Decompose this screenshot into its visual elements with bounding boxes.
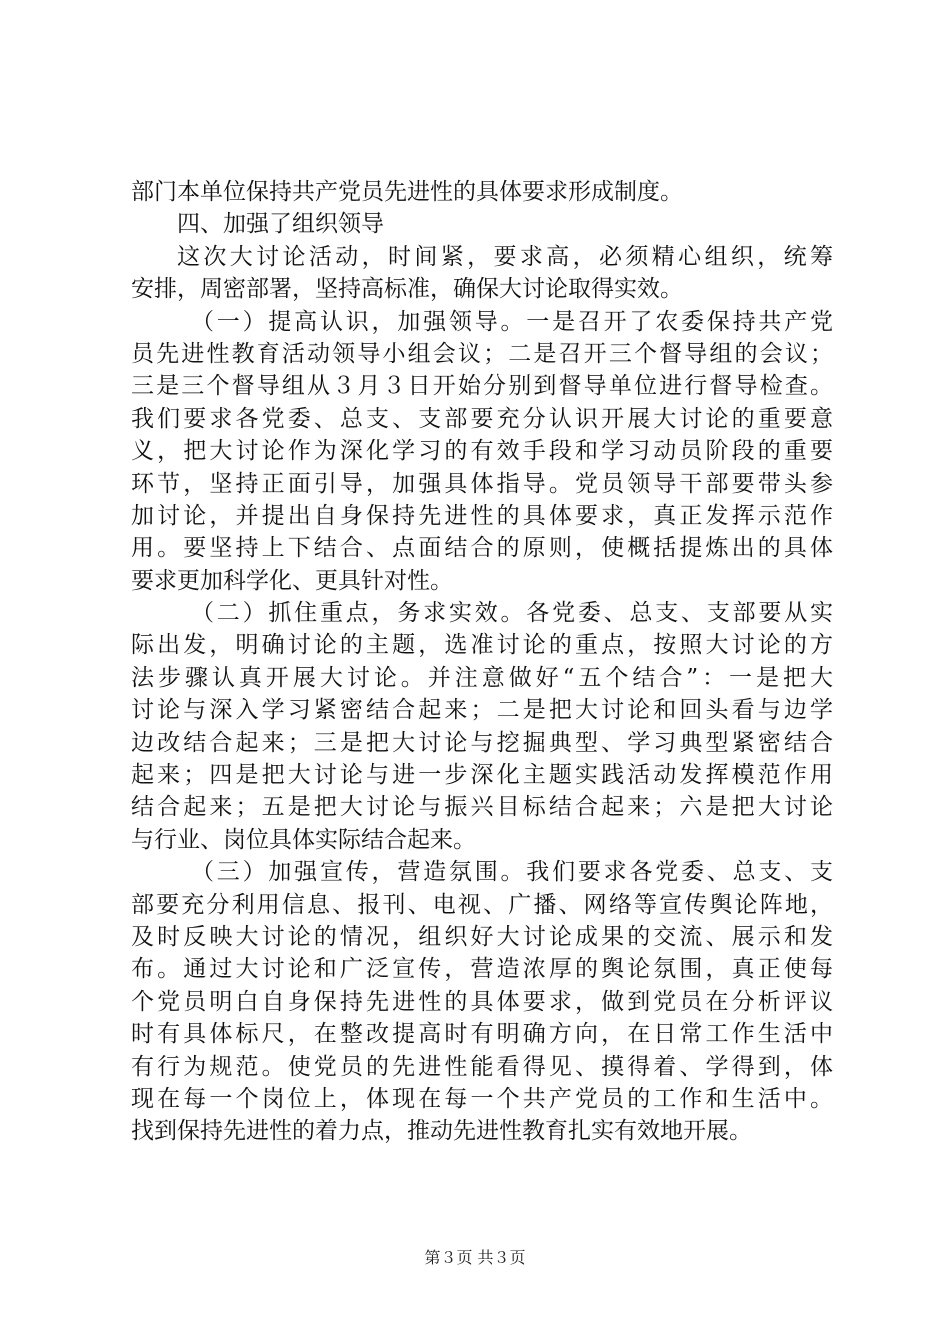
paragraph-line: 加讨论，并提出自身保持先进性的具体要求，真正发挥示范作 [131,502,833,529]
paragraph-line: 环节，坚持正面引导，加强具体指导。党员领导干部要带头参 [131,470,833,497]
document-body [131,176,833,1148]
paragraph-line: （三）加强宣传，营造氛围。我们要求各党委、总支、支 [191,859,833,886]
paragraph-line: 时有具体标尺，在整改提高时有明确方向，在日常工作生活中 [131,1021,833,1048]
paragraph-line: 部要充分利用信息、报刊、电视、广播、网络等宣传舆论阵地， [131,891,833,918]
section-heading: 四、加强了组织领导 [177,211,384,238]
paragraph-line: 起来；四是把大讨论与进一步深化主题实践活动发挥模范作用 [131,762,833,789]
paragraph-line: 这次大讨论活动，时间紧，要求高，必须精心组织，统筹 [177,243,833,270]
paragraph-line: 部门本单位保持共产党员先进性的具体要求形成制度。 [131,179,683,205]
paragraph-line: 员先进性教育活动领导小组会议；二是召开三个督导组的会议； [131,340,833,367]
paragraph-line: 三是三个督导组从３月３日开始分别到督导单位进行督导检查。 [131,373,833,400]
paragraph-line: 我们要求各党委、总支、支部要充分认识开展大讨论的重要意 [131,405,833,432]
paragraph-line: 际出发，明确讨论的主题，选准讨论的重点，按照大讨论的方 [131,632,833,659]
paragraph-line: 及时反映大讨论的情况，组织好大讨论成果的交流、展示和发 [131,923,833,950]
paragraph-line: （一）提高认识，加强领导。一是召开了农委保持共产党 [191,308,833,335]
paragraph-line: 个党员明白自身保持先进性的具体要求，做到党员在分析评议 [131,988,833,1015]
paragraph-line: 讨论与深入学习紧密结合起来；二是把大讨论和回头看与边学 [131,697,833,724]
paragraph-line: 安排，周密部署，坚持高标准，确保大讨论取得实效。 [131,276,683,303]
paragraph-line: 要求更加科学化、更具针对性。 [131,567,453,594]
paragraph-line: 边改结合起来；三是把大讨论与挖掘典型、学习典型紧密结合 [131,729,833,756]
paragraph-line: 用。要坚持上下结合、点面结合的原则，使概括提炼出的具体 [131,535,833,562]
paragraph-line: 结合起来；五是把大讨论与振兴目标结合起来；六是把大讨论 [131,794,833,821]
paragraph-line: 义，把大讨论作为深化学习的有效手段和学习动员阶段的重要 [131,438,833,465]
paragraph-line: （二）抓住重点，务求实效。各党委、总支、支部要从实 [191,600,833,627]
paragraph-line: 布。通过大讨论和广泛宣传，营造浓厚的舆论氛围，真正使每 [131,956,833,983]
paragraph-line: 找到保持先进性的着力点，推动先进性教育扎实有效地开展。 [131,1118,752,1145]
paragraph-line: 法步骤认真开展大讨论。并注意做好“五个结合”：一是把大 [131,664,833,691]
paragraph-line: 现在每一个岗位上，体现在每一个共产党员的工作和生活中。 [131,1085,833,1112]
paragraph-line: 有行为规范。使党员的先进性能看得见、摸得着、学得到，体 [131,1053,833,1080]
page-number-label: 第３页 共３页 [424,1248,526,1267]
paragraph-line: 与行业、岗位具体实际结合起来。 [131,826,476,853]
page-footer [0,1245,950,1268]
